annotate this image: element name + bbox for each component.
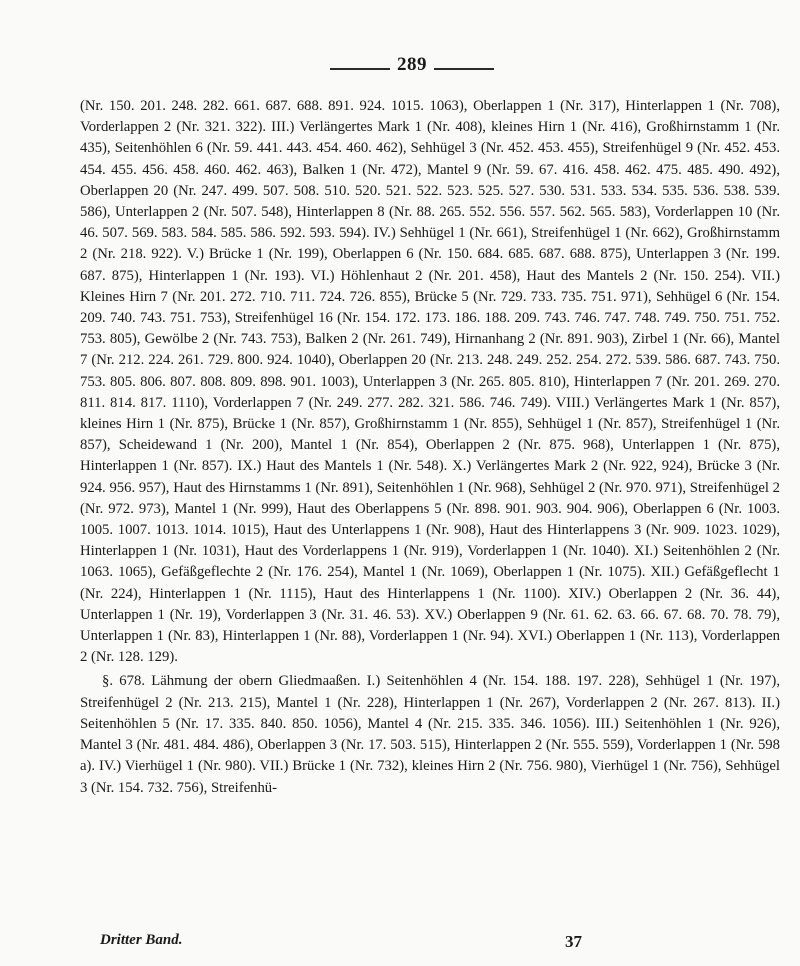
sheet-number: 37 [565, 932, 582, 951]
volume-signature: Dritter Band. [100, 932, 183, 948]
header-rule-right [434, 68, 494, 70]
paragraph-index-entries: (Nr. 150. 201. 248. 282. 661. 687. 688. 891. 924. 1015. 1063), Oberlappen 1 (Nr. 317), Hinterlappen 1 (Nr. 708), Vorderlappen 2 (Nr. 321. 322). III.) Verlängertes Mark 1 (Nr. 408), kleines Hirn 1 (Nr. 416), Großhirnstamm 1 (Nr. 435), Seitenhöhlen 6 (Nr. 59. 441. 443. 454. 460. 462), Sehhügel 3 (Nr. 452. 453. 455), Streifenhügel 9 (Nr. 452. 453. 454. 455. 456. 458. 460. 462. 463), Balken 1 (Nr. 472), Mantel 9 (Nr. 59. 67. 416. 458. 462. 475. 485. 490. 492), Oberlappen 20 (Nr. 247. 499. 507. 508. 510. 520. 521. 522. 523. 525. 527. 530. 531. 533. 534. 535. 536. 538. 539. 586), Unterlappen 2 (Nr. 507. 548), Hinterlappen 8 (Nr. 88. 265. 552. 556. 557. 562. 565. 583), Vorderlappen 10 (Nr. 46. 507. 569. 583. 584. 585. 586. 592. 593. 594). IV.) Sehhügel 1 (Nr. 661), Streifenhügel 1 (Nr. 662), Großhirnstamm 2 (Nr. 218. 922). V.) Brücke 1 (Nr. 199), Oberlappen 6 (Nr. 150. 684. 685. 687. 688. 875), Unterlappen 3 (Nr. 199. 687. 875), Hinterlappen 1 (Nr. 193). VI.) Höhlenhaut 2 (Nr. 201. 458), Haut des Mantels 2 (Nr. 150. 254). VII.) Kleines Hirn 7 (Nr. 201. 272. 710. 711. 724. 726. 855), Brücke 5 (Nr. 729. 733. 735. 751. 971), Sehhügel 6 (Nr. 154. 209. 740. 743. 751. 753), Streifenhügel 16 (Nr. 154. 172. 173. 186. 188. 209. 743. 746. 747. 748. 749. 750. 751. 752. 753. 805), Gewölbe 2 (Nr. 743. 753), Balken 2 (Nr. 261. 749), Hirnanhang 2 (Nr. 891. 903), Zirbel 1 (Nr. 66), Mantel 7 (Nr. 212. 224. 261. 729. 800. 924. 1040), Oberlappen 20 (Nr. 213. 248. 249. 252. 254. 272. 539. 586. 687. 743. 750. 753. 805. 806. 807. 808. 809. 898. 901. 1003), Unterlappen 3 (Nr. 265. 805. 810), Hinterlappen 7 (Nr. 201. 269. 270. 811. 814. 817. 1110), Vorderlappen 7 (Nr. 249. 277. 282. 321. 586. 746. 749). VIII.) Verlängertes Mark 1 (Nr. 857), kleines Hirn 1 (Nr. 875), Brücke 1 (Nr. 857), Großhirnstamm 1 (Nr. 855), Sehhügel 1 (Nr. 857), Streifenhügel 1 (Nr. 857), Scheidewand 1 (Nr. 200), Mantel 1 (Nr. 854), Oberlappen 2 (Nr. 875. 968), Unterlappen 1 (Nr. 875), Hinterlappen 1 (Nr. 857). IX.) Haut des Mantels 1 (Nr. 548). X.) Verlängertes Mark 2 (Nr. 922, 924), Brücke 3 (Nr. 924. 956. 957), Haut des Hirnstamms 1 (Nr. 891), Seitenhöhlen 1 (Nr. 968), Sehhügel 2 (Nr. 970. 971), Streifenhügel 2 (Nr. 972. 973), Mantel 1 (Nr. 999), Haut des Oberlappens 5 (Nr. 898. 901. 903. 904. 906), Oberlappen 6 (Nr. 1003. 1005. 1007. 1013. 1014. 1015), Haut des Unterlappens 1 (Nr. 908), Haut des Hinterlappens 3 (Nr. 909. 1023. 1029), Hinterlappen 1 (Nr. 1031), Haut des Vorderlappens 1 (Nr. 919), Vorderlappen 1 (Nr. 1040). XI.) Seitenhöhlen 2 (Nr. 1063. 1065), Gefäßgeflechte 2 (Nr. 176. 254), Mantel 1 (Nr. 1069), Oberlappen 1 (Nr. 1075). XII.) Gefäßgeflecht 1 (Nr. 224), Hinterlappen 1 (Nr. 1115), Haut des Hinterlappens 1 (Nr. 1100). XIV.) Oberlappen 2 (Nr. 36. 44), Unterlappen 1 (Nr. 19), Vorderlappen 3 (Nr. 31. 46. 53). XV.) Oberlappen 9 (Nr. 61. 62. 63. 66. 67. 68. 70. 78. 79), Unterlappen 1 (Nr. 83), Hinterlappen 1 (Nr. 88), Vorderlappen 1 (Nr. 94). XVI.) Oberlappen 1 (Nr. 113), Vorderlappen 2 (Nr. 128. 129). [80, 98, 780, 666]
page-header [0, 54, 800, 84]
page-footer [100, 932, 750, 956]
header-rule-left [330, 68, 390, 70]
paragraph-section-678: §. 678. Lähmung der obern Gliedmaaßen. I.) Seitenhöhlen 4 (Nr. 154. 188. 197. 228), Sehhügel 1 (Nr. 197), Streifenhügel 2 (Nr. 213. 215), Mantel 1 (Nr. 228), Hinterlappen 1 (Nr. 267), Vorderlappen 2 (Nr. 267. 813). II.) Seitenhöhlen 5 (Nr. 17. 335. 840. 850. 1056), Mantel 4 (Nr. 215. 335. 346. 1056). III.) Seitenhöhlen 1 (Nr. 926), Mantel 3 (Nr. 481. 484. 486), Oberlappen 3 (Nr. 17. 503. 515), Hinterlappen 2 (Nr. 555. 559), Vorderlappen 1 (Nr. 598 a). IV.) Vierhügel 1 (Nr. 980). VII.) Brücke 1 (Nr. 732), kleines Hirn 2 (Nr. 756. 980), Vierhügel 1 (Nr. 756), Sehhügel 3 (Nr. 154. 732. 756), Streifenhü- [80, 673, 780, 796]
page-body [80, 96, 780, 799]
page-number: 289 [397, 54, 427, 75]
